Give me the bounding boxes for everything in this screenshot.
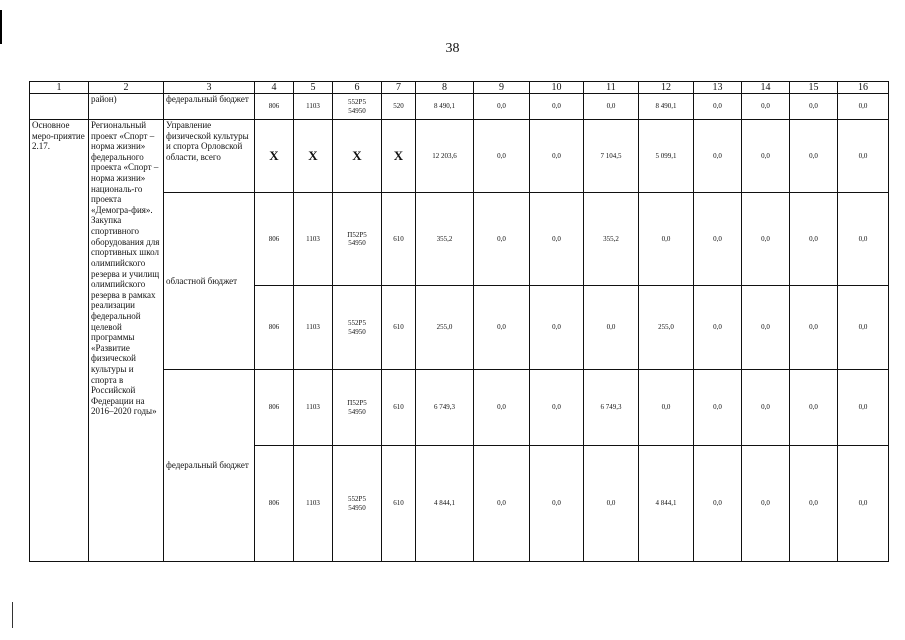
value-cell: X	[382, 120, 416, 193]
column-number: 10	[530, 82, 584, 94]
code-cell: 552Р5 54950	[333, 286, 382, 370]
page-number: 38	[445, 41, 460, 56]
value-cell: 0,0	[530, 94, 584, 120]
value-cell: 255,0	[639, 286, 694, 370]
value-cell: 0,0	[742, 286, 790, 370]
source-cell: район)	[89, 94, 164, 120]
code-cell: 552Р5 54950	[333, 94, 382, 120]
column-number: 1	[30, 82, 89, 94]
value-cell: 610	[382, 286, 416, 370]
column-number: 14	[742, 82, 790, 94]
activity-description: Региональный проект «Спорт – норма жизни» федерального проекта «Спорт – норма жизни» националь-го проекта «Демогра-фия». Закупка спортивного оборудования для спортивных школ олимпийского резерва и училищ олимпийского резерва в рамках реализации федеральной целевой программы «Развитие физической культуры и спорта в Российской Федерации на 2016–2020 годы»	[89, 120, 164, 562]
value-cell: X	[255, 120, 294, 193]
column-number: 16	[838, 82, 889, 94]
value-cell: 0,0	[530, 370, 584, 446]
value-cell: 1103	[294, 370, 333, 446]
value-cell: 0,0	[790, 286, 838, 370]
value-cell: 1103	[294, 193, 333, 286]
value-cell: 255,0	[416, 286, 474, 370]
table-row	[30, 120, 889, 193]
value-cell: 0,0	[694, 370, 742, 446]
value-cell: 0,0	[694, 193, 742, 286]
column-number: 15	[790, 82, 838, 94]
value-cell: 0,0	[694, 446, 742, 562]
budget-label: федеральный бюджет	[164, 94, 255, 120]
value-cell: 8 490,1	[416, 94, 474, 120]
value-cell: 4 844,1	[416, 446, 474, 562]
value-cell: 0,0	[790, 120, 838, 193]
value-cell: 0,0	[838, 446, 889, 562]
column-number: 3	[164, 82, 255, 94]
value-cell: 806	[255, 286, 294, 370]
value-cell: 0,0	[474, 120, 530, 193]
column-number: 9	[474, 82, 530, 94]
budget-table	[29, 81, 889, 562]
value-cell: 4 844,1	[639, 446, 694, 562]
column-number: 8	[416, 82, 474, 94]
empty-cell	[30, 94, 89, 120]
value-cell: 0,0	[790, 370, 838, 446]
column-number: 6	[333, 82, 382, 94]
value-cell: 0,0	[742, 370, 790, 446]
value-cell: 6 749,3	[584, 370, 639, 446]
value-cell: 1103	[294, 94, 333, 120]
column-number: 13	[694, 82, 742, 94]
value-cell: 0,0	[530, 446, 584, 562]
value-cell: 0,0	[694, 286, 742, 370]
executor-label: Управление физической культуры и спорта Орловской области, всего	[164, 120, 255, 193]
value-cell: 0,0	[838, 286, 889, 370]
code-cell: П52Р5 54950	[333, 193, 382, 286]
value-cell: 806	[255, 94, 294, 120]
value-cell: 0,0	[584, 286, 639, 370]
value-cell: 1103	[294, 446, 333, 562]
value-cell: 0,0	[639, 193, 694, 286]
value-cell: 0,0	[742, 120, 790, 193]
value-cell: 0,0	[790, 193, 838, 286]
table-row	[30, 94, 889, 120]
value-cell: 0,0	[694, 94, 742, 120]
column-number: 11	[584, 82, 639, 94]
value-cell: 0,0	[530, 193, 584, 286]
value-cell: 0,0	[584, 446, 639, 562]
code-cell: 552Р5 54950	[333, 446, 382, 562]
scan-edge-mark	[12, 602, 13, 628]
value-cell: 0,0	[474, 94, 530, 120]
value-cell: 7 104,5	[584, 120, 639, 193]
value-cell: 0,0	[474, 446, 530, 562]
column-number: 2	[89, 82, 164, 94]
value-cell: 0,0	[584, 94, 639, 120]
value-cell: 1103	[294, 286, 333, 370]
value-cell: 0,0	[474, 286, 530, 370]
value-cell: 0,0	[742, 193, 790, 286]
value-cell: 6 749,3	[416, 370, 474, 446]
value-cell: 806	[255, 193, 294, 286]
value-cell: 12 203,6	[416, 120, 474, 193]
scan-edge-mark	[0, 10, 2, 44]
column-number: 5	[294, 82, 333, 94]
column-number: 4	[255, 82, 294, 94]
column-number: 12	[639, 82, 694, 94]
value-cell: 610	[382, 370, 416, 446]
value-cell: 806	[255, 446, 294, 562]
value-cell: 0,0	[838, 120, 889, 193]
value-cell: 5 099,1	[639, 120, 694, 193]
value-cell: 0,0	[838, 370, 889, 446]
value-cell: 0,0	[639, 370, 694, 446]
column-number-row	[30, 82, 889, 94]
value-cell: 0,0	[790, 94, 838, 120]
value-cell: 610	[382, 193, 416, 286]
value-cell: 8 490,1	[639, 94, 694, 120]
value-cell: X	[333, 120, 382, 193]
value-cell: 0,0	[694, 120, 742, 193]
value-cell: 0,0	[838, 193, 889, 286]
value-cell: 0,0	[838, 94, 889, 120]
budget-label: областной бюджет	[164, 193, 255, 370]
column-number: 7	[382, 82, 416, 94]
value-cell: 355,2	[584, 193, 639, 286]
code-cell: П52Р5 54950	[333, 370, 382, 446]
value-cell: 0,0	[742, 94, 790, 120]
value-cell: 520	[382, 94, 416, 120]
budget-label: федеральный бюджет	[164, 370, 255, 562]
value-cell: 806	[255, 370, 294, 446]
value-cell: 610	[382, 446, 416, 562]
value-cell: 0,0	[474, 370, 530, 446]
value-cell: 0,0	[474, 193, 530, 286]
value-cell: 0,0	[790, 446, 838, 562]
value-cell: 0,0	[742, 446, 790, 562]
value-cell: 0,0	[530, 286, 584, 370]
value-cell: 0,0	[530, 120, 584, 193]
value-cell: 355,2	[416, 193, 474, 286]
value-cell: X	[294, 120, 333, 193]
activity-number: Основное меро-приятие 2.17.	[30, 120, 89, 562]
